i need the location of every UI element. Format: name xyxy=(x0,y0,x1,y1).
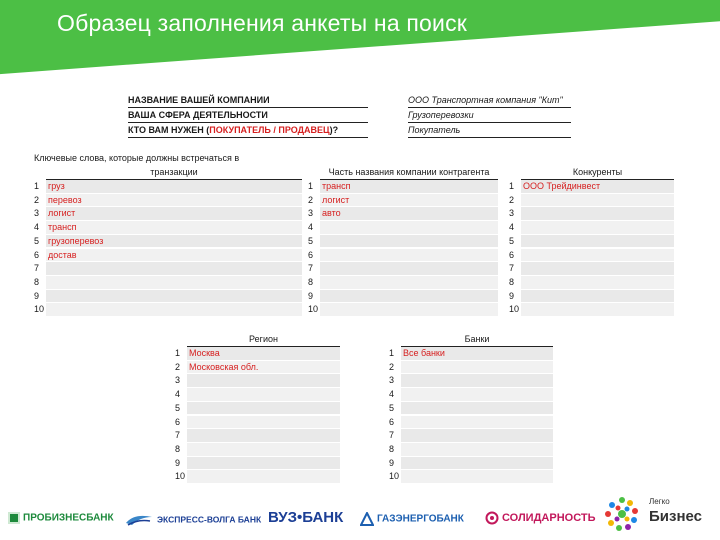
keyword-cell[interactable]: достав xyxy=(46,249,302,262)
table-row xyxy=(308,276,498,290)
table-row xyxy=(509,180,674,194)
table-row xyxy=(509,249,674,263)
keyword-cell[interactable] xyxy=(521,235,674,248)
table-row xyxy=(175,388,340,402)
keyword-cell[interactable] xyxy=(187,388,340,401)
keyword-cell[interactable] xyxy=(521,262,674,275)
row-number: 7 xyxy=(175,430,181,441)
row-number: 10 xyxy=(308,304,319,315)
table-row xyxy=(308,235,498,249)
row-number: 6 xyxy=(34,249,40,260)
row-number: 5 xyxy=(175,402,181,413)
table-row xyxy=(175,457,340,471)
table-row xyxy=(308,290,498,304)
row-number: 9 xyxy=(308,290,314,301)
table-row xyxy=(34,290,302,304)
who-needed-label xyxy=(128,124,368,138)
gazenergobank-icon xyxy=(360,512,374,526)
row-number: 5 xyxy=(308,235,314,246)
keyword-cell[interactable] xyxy=(46,262,302,275)
table-row xyxy=(175,443,340,457)
row-number: 9 xyxy=(34,290,40,301)
logo-express-volga-text: ЭКСПРЕСС-ВОЛГА БАНК xyxy=(157,514,262,525)
business-area-label: ВАША СФЕРА ДЕЯТЕЛЬНОСТИ xyxy=(128,109,368,123)
slide-header xyxy=(0,0,720,88)
logo-legko-small-text: Легко xyxy=(649,497,670,506)
table-row xyxy=(509,194,674,208)
row-number: 3 xyxy=(175,375,181,386)
logo-gazenergobank xyxy=(360,512,464,526)
row-number: 9 xyxy=(175,457,181,468)
table-row xyxy=(509,207,674,221)
row-number: 5 xyxy=(389,402,395,413)
logo-legko-business xyxy=(602,494,703,534)
solidarnost-icon xyxy=(485,511,499,525)
keyword-cell[interactable] xyxy=(521,303,674,316)
who-needed-label-options: ПОКУПАТЕЛЬ / ПРОДАВЕЦ xyxy=(209,125,330,135)
keyword-cell[interactable] xyxy=(320,221,498,234)
table-row xyxy=(389,402,553,416)
row-number: 3 xyxy=(308,208,314,219)
table-row xyxy=(308,221,498,235)
table-row xyxy=(34,262,302,276)
table-row xyxy=(34,221,302,235)
table-row xyxy=(175,470,340,484)
keyword-cell[interactable] xyxy=(521,207,674,220)
table-row xyxy=(34,194,302,208)
keyword-cell[interactable]: Московская обл. xyxy=(187,361,340,374)
table-row xyxy=(308,303,498,317)
row-number: 7 xyxy=(34,263,40,274)
table-row xyxy=(175,402,340,416)
company-name-label: НАЗВАНИЕ ВАШЕЙ КОМПАНИИ xyxy=(128,94,368,108)
table-row xyxy=(389,470,553,484)
table-row xyxy=(308,207,498,221)
keyword-cell[interactable] xyxy=(46,290,302,303)
table-row xyxy=(389,374,553,388)
keyword-cell[interactable]: груз xyxy=(46,180,302,193)
keyword-cell[interactable] xyxy=(401,443,553,456)
keyword-cell[interactable] xyxy=(320,249,498,262)
keyword-cell[interactable] xyxy=(521,194,674,207)
table-row xyxy=(175,361,340,375)
row-number: 2 xyxy=(308,194,314,205)
keyword-cell[interactable] xyxy=(320,303,498,316)
keyword-cell[interactable] xyxy=(401,374,553,387)
keyword-cell[interactable] xyxy=(187,443,340,456)
row-number: 3 xyxy=(509,208,515,219)
table-row xyxy=(34,207,302,221)
table-row xyxy=(34,235,302,249)
keyword-cell[interactable] xyxy=(401,429,553,442)
row-number: 1 xyxy=(308,181,314,191)
logo-vuz-bank xyxy=(268,509,343,526)
keyword-cell[interactable]: трансп xyxy=(320,180,498,193)
keyword-cell[interactable] xyxy=(187,457,340,470)
row-number: 10 xyxy=(175,471,186,482)
keyword-cell[interactable]: трансп xyxy=(46,221,302,234)
row-number: 6 xyxy=(509,249,515,260)
keyword-cell[interactable] xyxy=(521,276,674,289)
table-row xyxy=(509,235,674,249)
keyword-cell[interactable] xyxy=(521,221,674,234)
keyword-cell[interactable]: логист xyxy=(320,194,498,207)
row-number: 4 xyxy=(308,222,314,233)
row-number: 8 xyxy=(308,276,314,287)
row-number: 5 xyxy=(34,235,40,246)
row-number: 9 xyxy=(509,290,515,301)
keyword-cell[interactable] xyxy=(320,235,498,248)
legko-business-icon xyxy=(602,494,642,534)
table-header: транзакции xyxy=(46,167,302,180)
logo-solidarnost xyxy=(485,511,596,525)
row-number: 10 xyxy=(34,304,45,315)
keyword-cell[interactable]: грузоперевоз xyxy=(46,235,302,248)
row-number: 4 xyxy=(175,389,181,400)
who-needed-label-start: КТО ВАМ НУЖЕН ( xyxy=(128,125,210,135)
row-number: 2 xyxy=(389,361,395,372)
who-needed-value[interactable]: Покупатель xyxy=(408,124,571,138)
table-row xyxy=(389,388,553,402)
row-number: 3 xyxy=(389,375,395,386)
keyword-cell[interactable]: ООО Трейдинвест xyxy=(521,180,674,193)
keyword-cell[interactable] xyxy=(46,303,302,316)
logo-gazenergobank-text: ГАЗЭНЕРГОБАНК xyxy=(377,513,464,525)
row-number: 10 xyxy=(509,304,520,315)
row-number: 9 xyxy=(389,457,395,468)
keyword-cell[interactable]: логист xyxy=(46,207,302,220)
table-header: Регион xyxy=(187,334,340,347)
keyword-cell[interactable] xyxy=(401,361,553,374)
row-number: 8 xyxy=(509,276,515,287)
keyword-cell[interactable] xyxy=(401,388,553,401)
table-row xyxy=(389,361,553,375)
keyword-cell[interactable] xyxy=(401,457,553,470)
row-number: 6 xyxy=(308,249,314,260)
keyword-cell[interactable] xyxy=(187,429,340,442)
table-row xyxy=(34,276,302,290)
keyword-cell[interactable] xyxy=(46,276,302,289)
table-row xyxy=(389,416,553,430)
row-number: 2 xyxy=(175,361,181,372)
table-row xyxy=(175,416,340,430)
table-row xyxy=(34,180,302,194)
row-number: 6 xyxy=(389,416,395,427)
table-header: Часть названия компании контрагента xyxy=(320,167,498,180)
who-needed-label-end: )? xyxy=(329,125,339,135)
row-number: 2 xyxy=(509,194,515,205)
table-row xyxy=(175,347,340,361)
table-row xyxy=(509,290,674,304)
table-row xyxy=(389,429,553,443)
keyword-cell[interactable]: авто xyxy=(320,207,498,220)
keyword-cell[interactable] xyxy=(401,416,553,429)
express-volga-icon xyxy=(124,513,154,527)
row-number: 7 xyxy=(509,263,515,274)
row-number: 4 xyxy=(509,222,515,233)
row-number: 1 xyxy=(34,181,40,191)
keyword-cell[interactable] xyxy=(320,276,498,289)
table-row xyxy=(509,262,674,276)
row-number: 4 xyxy=(34,222,40,233)
table-row xyxy=(509,303,674,317)
table-row xyxy=(308,180,498,194)
row-number: 7 xyxy=(389,430,395,441)
logo-express-volga xyxy=(124,513,261,527)
row-number: 8 xyxy=(389,443,395,454)
table-row xyxy=(308,262,498,276)
keyword-cell[interactable] xyxy=(401,402,553,415)
keyword-cell[interactable] xyxy=(320,290,498,303)
row-number: 2 xyxy=(34,194,40,205)
table-row xyxy=(175,374,340,388)
table-row xyxy=(389,443,553,457)
table-row xyxy=(509,276,674,290)
keyword-cell[interactable] xyxy=(320,262,498,275)
keyword-cell[interactable] xyxy=(187,402,340,415)
table-row xyxy=(389,457,553,471)
keywords-caption: Ключевые слова, которые должны встречаться в xyxy=(34,153,240,163)
logo-vuz-bank-text: ВУЗ•БАНК xyxy=(268,509,344,526)
table-row xyxy=(34,249,302,263)
table-row xyxy=(308,249,498,263)
keyword-cell[interactable] xyxy=(187,470,340,483)
table-row xyxy=(308,194,498,208)
table-header: Банки xyxy=(401,334,553,347)
table-row xyxy=(389,347,553,361)
row-number: 8 xyxy=(175,443,181,454)
row-number: 1 xyxy=(175,348,181,358)
keyword-cell[interactable]: Москва xyxy=(187,347,340,360)
row-number: 3 xyxy=(34,208,40,219)
company-name-value[interactable]: ООО Транспортная компания "Кит" xyxy=(408,94,571,108)
row-number: 4 xyxy=(389,389,395,400)
row-number: 10 xyxy=(389,471,400,482)
probusinessbank-icon xyxy=(8,512,20,524)
logo-solidarnost-text: СОЛИДАРНОСТЬ xyxy=(502,511,596,524)
table-row xyxy=(175,429,340,443)
row-number: 8 xyxy=(34,276,40,287)
keyword-cell[interactable] xyxy=(521,249,674,262)
partner-logos xyxy=(0,497,720,540)
row-number: 1 xyxy=(509,181,515,191)
table-row xyxy=(34,303,302,317)
keyword-cell[interactable] xyxy=(521,290,674,303)
keyword-cell[interactable]: Все банки xyxy=(401,347,553,360)
table-row xyxy=(509,221,674,235)
logo-probusinessbank xyxy=(8,512,114,524)
table-header: Конкуренты xyxy=(521,167,674,180)
keyword-cell[interactable] xyxy=(401,470,553,483)
keyword-cell[interactable] xyxy=(187,416,340,429)
keyword-cell[interactable]: перевоз xyxy=(46,194,302,207)
business-area-value[interactable]: Грузоперевозки xyxy=(408,109,571,123)
row-number: 1 xyxy=(389,348,395,358)
row-number: 5 xyxy=(509,235,515,246)
slide-title: Образец заполнения анкеты на поиск xyxy=(57,10,468,36)
logo-legko-business-text: Бизнес xyxy=(649,508,703,525)
keyword-cell[interactable] xyxy=(187,374,340,387)
logo-probusinessbank-text: ПРОБИЗНЕСБАНК xyxy=(23,512,114,524)
row-number: 7 xyxy=(308,263,314,274)
row-number: 6 xyxy=(175,416,181,427)
